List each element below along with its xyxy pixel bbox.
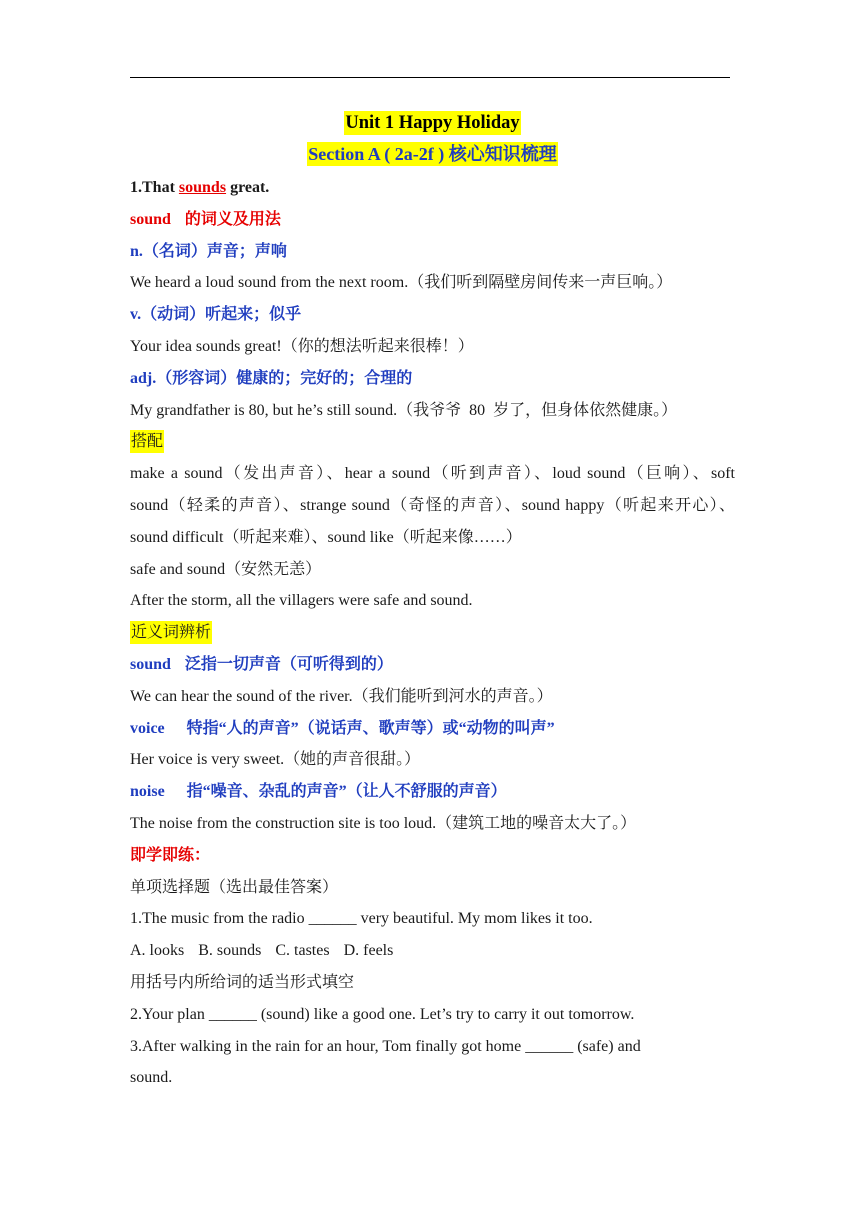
document-title: Unit 1 Happy Holiday bbox=[345, 113, 520, 133]
verb-example: Your idea sounds great!（你的想法听起来很棒！） bbox=[130, 337, 474, 355]
syn-sound-word: sound bbox=[130, 655, 171, 673]
question-2: 2.Your plan ______ (sound) like a good one. Let’s try to carry it out tomorrow. bbox=[130, 1005, 635, 1023]
syn-voice-text: 特指“人的声音”（说话声、歌声等）或“动物的叫声” bbox=[186, 719, 555, 737]
top-rule bbox=[130, 77, 730, 78]
syn-noise-word: noise bbox=[130, 783, 165, 801]
option-d: D. feels bbox=[343, 942, 394, 960]
adj-label: adj. bbox=[130, 369, 157, 387]
syn-sound-definition bbox=[130, 649, 735, 681]
subtitle-row bbox=[130, 139, 735, 170]
collocation-example: After the storm, all the villagers were safe and sound. bbox=[130, 592, 473, 610]
syn-sound-text: 泛指一切声音（可听得到的） bbox=[184, 655, 393, 673]
syn-noise-definition bbox=[130, 776, 735, 808]
document-subtitle: Section A ( 2a-2f ) 核心知识梳理 bbox=[308, 144, 557, 164]
noun-definition bbox=[130, 236, 735, 268]
usage-heading bbox=[130, 204, 735, 236]
usage-text: 的词义及用法 bbox=[184, 210, 281, 228]
syn-voice-example: Her voice is very sweet.（她的声音很甜。） bbox=[130, 751, 421, 769]
collocation-line-2: sound（轻柔的声音）、strange sound（奇怪的声音）、sound happy（听起来开心）、 bbox=[130, 496, 735, 514]
verb-label: v. bbox=[130, 306, 142, 324]
syn-noise-text: 指“噪音、杂乱的声音”（让人不舒服的声音） bbox=[186, 783, 507, 801]
title-row bbox=[130, 108, 735, 139]
option-b: B. sounds bbox=[198, 942, 262, 960]
syn-noise-example: The noise from the construction site is too loud.（建筑工地的噪音太大了。） bbox=[130, 814, 637, 832]
usage-word: sound bbox=[130, 210, 171, 228]
item-1-suffix: great. bbox=[226, 179, 270, 196]
option-c: C. tastes bbox=[275, 942, 330, 960]
syn-voice-word: voice bbox=[130, 719, 165, 737]
collocation-heading-row bbox=[130, 426, 735, 458]
noun-example: We heard a loud sound from the next room.（我们听到隔壁房间传来一声巨响。） bbox=[130, 274, 673, 292]
adj-text: （形容词）健康的；完好的；合理的 bbox=[156, 369, 413, 387]
adj-example: My grandfather is 80, but he’s still sound.（我爷爷 80 岁了，但身体依然健康。） bbox=[130, 401, 678, 419]
collocation-tag: 搭配 bbox=[130, 430, 164, 453]
syn-voice-definition bbox=[130, 713, 735, 745]
question-3-line-1: 3.After walking in the rain for an hour, Tom finally got home ______ (safe) and bbox=[130, 1037, 641, 1055]
synonym-tag: 近义词辨析 bbox=[130, 621, 212, 644]
multiple-choice-heading: 单项选择题（选出最佳答案） bbox=[130, 878, 339, 896]
practice-heading: 即学即练： bbox=[130, 846, 211, 864]
synonym-heading-row bbox=[130, 617, 735, 649]
question-1: 1.The music from the radio ______ very beautiful. My mom likes it too. bbox=[130, 910, 593, 928]
verb-text: （动词）听起来；似乎 bbox=[141, 306, 302, 324]
syn-sound-example: We can hear the sound of the river.（我们能听到河水的声音。） bbox=[130, 687, 553, 705]
collocation-line-3: sound difficult（听起来难）、sound like（听起来像……） bbox=[130, 528, 522, 546]
noun-text: （名词）声音；声响 bbox=[142, 242, 287, 260]
adj-definition bbox=[130, 363, 735, 395]
option-a: A. looks bbox=[130, 942, 185, 960]
item-1-keyword: sounds bbox=[178, 179, 227, 196]
noun-label: n. bbox=[130, 242, 143, 260]
question-1-options bbox=[130, 935, 735, 967]
collocation-line-4: safe and sound（安然无恙） bbox=[130, 560, 322, 578]
item-1-prefix: 1.That bbox=[130, 179, 179, 196]
fill-in-heading: 用括号内所给词的适当形式填空 bbox=[130, 973, 355, 991]
item-1-heading bbox=[130, 172, 735, 204]
document-body bbox=[130, 108, 735, 1094]
collocation-line-1: make a sound（发出声音）、hear a sound（听到声音）、loud sound（巨响）、soft bbox=[130, 465, 735, 483]
verb-definition bbox=[130, 299, 735, 331]
question-3-line-2: sound. bbox=[130, 1069, 173, 1087]
